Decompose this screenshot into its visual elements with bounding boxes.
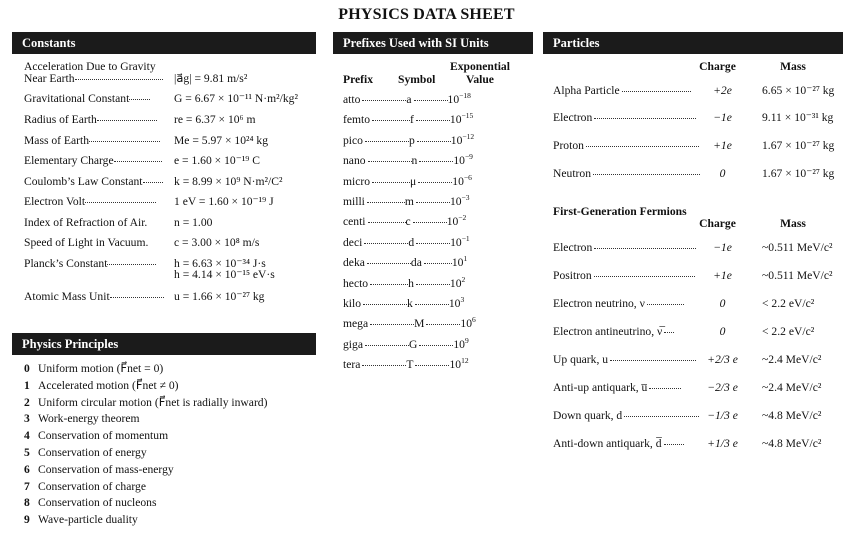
constant-label	[24, 133, 160, 149]
prefix-exp-power: −2	[458, 213, 467, 223]
principle-text: Uniform motion (F⃗net = 0)	[38, 362, 164, 375]
prefix-row	[343, 214, 523, 230]
constant-label-text: Planck’s Constant	[24, 257, 108, 270]
leader-dots	[75, 79, 163, 80]
constant-label-text: Atomic Mass Unit	[24, 290, 110, 303]
principle-number: 3	[24, 412, 30, 426]
prefix-row	[343, 153, 523, 169]
particle-name-text: Electron	[553, 111, 593, 124]
leader-dots	[593, 174, 700, 175]
prefix-symbol: T	[406, 358, 414, 372]
prefix-exp-value	[448, 93, 471, 106]
constant-label-text: Speed of Light in Vacuum	[24, 236, 146, 249]
leader-dots	[664, 332, 674, 333]
principle-item	[24, 479, 146, 495]
prefix-exp-base: 10	[453, 337, 465, 351]
prefix-row	[343, 235, 523, 251]
leader-dots	[418, 182, 452, 183]
page-title: PHYSICS DATA SHEET	[338, 6, 515, 23]
fermion-charge: −2/3 e	[707, 381, 738, 394]
principle-number: 7	[24, 479, 30, 493]
principle-text: Wave-particle duality	[38, 513, 138, 527]
principle-number: 8	[24, 496, 30, 510]
particle-name	[553, 110, 696, 126]
constant-label	[24, 194, 156, 210]
leader-dots	[417, 141, 451, 142]
leader-dots	[594, 118, 696, 119]
exp-col-header-2: Value	[466, 73, 494, 86]
leader-dots	[362, 100, 406, 101]
prefix-exp-value	[450, 233, 470, 249]
prefix-name: tera	[343, 358, 361, 372]
fermion-name-text: Anti-up antiquark, u̅	[553, 381, 648, 394]
leader-dots	[114, 161, 163, 162]
particle-name-text: Neutron	[553, 167, 591, 180]
prefix-row	[343, 194, 523, 210]
leader-dots	[416, 202, 450, 203]
prefix-symbol: d	[408, 235, 415, 249]
leader-dots	[368, 222, 406, 223]
prefix-exp-base: 10	[453, 154, 465, 168]
exp-col-header-1: Exponential	[450, 60, 510, 73]
particle-mass: 9.11 × 10⁻³¹ kg	[762, 111, 834, 124]
leader-dots	[647, 304, 684, 305]
fermion-charge-col-header: Charge	[699, 217, 736, 230]
fermion-charge: +2/3 e	[707, 353, 738, 366]
prefix-symbol: a	[406, 93, 412, 106]
prefix-name: atto	[343, 93, 361, 106]
prefix-exp-base: 10	[450, 133, 463, 147]
prefix-exp-base: 10	[449, 358, 462, 372]
prefix-symbol: m	[404, 195, 414, 208]
constant-value-alt: h = 4.14 × 10⁻¹⁵ eV·s	[174, 268, 275, 281]
leader-dots	[610, 360, 696, 361]
principle-number: 6	[24, 462, 30, 476]
leader-dots	[364, 243, 408, 244]
constant-value: k = 8.99 × 10⁹ N·m²/C²	[174, 175, 283, 188]
fermion-charge: +1/3 e	[707, 437, 738, 450]
prefix-symbol: G	[408, 337, 418, 351]
prefix-exp-base: 10	[449, 195, 462, 208]
prefix-exp-base: 10	[449, 113, 462, 127]
constant-value: u = 1.66 × 10⁻²⁷ kg	[174, 290, 265, 303]
prefix-exp-power: 9	[464, 335, 469, 345]
prefix-name: nano	[343, 154, 366, 168]
prefix-exp-power: −9	[464, 152, 473, 162]
fermion-name-text: Electron antineutrino, ν̅	[553, 325, 663, 338]
prefix-exp-value	[452, 172, 472, 188]
prefix-exp-power: 12	[461, 356, 469, 366]
prefix-exp-power: 2	[461, 274, 466, 284]
prefix-row	[343, 92, 523, 108]
fermion-mass: < 2.2 eV/c²	[762, 325, 815, 338]
leader-dots	[415, 304, 449, 305]
prefix-name: giga	[343, 337, 363, 351]
principle-text: Accelerated motion (F⃗net ≠ 0)	[38, 378, 179, 392]
prefix-name: milli	[343, 195, 365, 208]
constant-label-text: Elementary Charge	[24, 154, 114, 167]
constant-label	[24, 235, 148, 251]
prefix-row	[343, 255, 523, 271]
leader-dots	[413, 222, 447, 223]
principle-item	[24, 512, 138, 528]
constant-label	[24, 289, 164, 305]
leader-dots	[416, 284, 450, 285]
fermion-name	[553, 268, 695, 284]
label-period: .	[144, 216, 148, 229]
prefix-exp-power: 6	[472, 315, 476, 325]
prefix-row	[343, 357, 523, 373]
symbol-col-header: Symbol	[398, 73, 436, 86]
leader-dots	[97, 120, 157, 121]
fermion-name	[553, 296, 684, 312]
principle-item	[24, 395, 267, 411]
fermion-charge: −1e	[713, 241, 732, 254]
fermion-name-text: Electron	[553, 241, 593, 254]
prefix-exp-power: −12	[462, 131, 475, 141]
leader-dots	[372, 182, 410, 183]
leader-dots	[594, 248, 696, 249]
leader-dots	[414, 100, 448, 101]
principle-item	[24, 428, 168, 444]
constant-value: 1 eV = 1.60 × 10⁻¹⁹ J	[174, 195, 274, 208]
constant-label	[24, 112, 157, 128]
leader-dots	[365, 345, 409, 346]
prefix-row	[343, 133, 523, 149]
particle-name-text: Proton	[553, 139, 584, 152]
prefix-exp-value	[450, 131, 475, 147]
principle-item	[24, 378, 179, 394]
leader-dots	[664, 444, 685, 445]
fermion-mass: ~4.8 MeV/c²	[762, 409, 822, 422]
leader-dots	[110, 297, 164, 298]
constant-label	[24, 91, 150, 107]
particle-name-text: Alpha Particle	[553, 84, 620, 97]
fermion-mass: ~0.511 MeV/c²	[762, 241, 833, 254]
principle-text: Conservation of energy	[38, 446, 147, 459]
particle-mass: 1.67 × 10⁻²⁷ kg	[762, 139, 835, 152]
prefix-exp-base: 10	[450, 235, 462, 249]
fermion-name	[553, 436, 684, 452]
leader-dots	[416, 120, 450, 121]
leader-dots	[365, 141, 409, 142]
leader-dots	[367, 202, 405, 203]
prefix-exp-value	[450, 195, 470, 208]
prefix-exp-value	[449, 358, 468, 371]
leader-dots	[368, 161, 412, 162]
constant-value: G = 6.67 × 10⁻¹¹ N·m²/kg²	[174, 92, 298, 105]
fermion-mass: ~0.511 MeV/c²	[762, 269, 833, 282]
constant-label-text: Index of Refraction of Air	[24, 216, 145, 229]
prefix-exp-value	[460, 317, 475, 330]
constant-value: h = 6.63 × 10⁻³⁴ J·s	[174, 257, 266, 270]
principle-text: Conservation of mass-energy	[38, 462, 174, 476]
prefix-name: deci	[343, 235, 363, 249]
constants-header: Constants	[12, 32, 316, 54]
prefix-exp-base: 10	[451, 256, 464, 270]
prefix-row	[343, 276, 523, 292]
prefix-exp-value	[450, 113, 473, 126]
leader-dots	[426, 324, 460, 325]
prefix-exp-power: 1	[463, 254, 468, 264]
prefix-symbol: n	[411, 154, 418, 168]
constant-label	[24, 153, 162, 169]
constant-value: n = 1.00	[174, 216, 213, 229]
prefix-exp-base: 10	[447, 93, 460, 106]
prefix-exp-value	[453, 335, 469, 351]
fermion-mass: ~2.4 MeV/c²	[762, 353, 822, 366]
gravity-label-line2	[24, 71, 163, 87]
prefix-name: kilo	[343, 297, 362, 310]
leader-dots	[89, 141, 160, 142]
principle-text: Conservation of momentum	[38, 429, 169, 443]
prefix-col-header: Prefix	[343, 73, 374, 86]
principle-item	[24, 462, 174, 478]
label-period: .	[145, 236, 149, 249]
principle-text: Conservation of nucleons	[38, 496, 157, 510]
fermion-charge: −1/3 e	[707, 409, 738, 422]
gravity-value: |a⃗g| = 9.81 m/s²	[174, 72, 248, 85]
constant-value: Me = 5.97 × 10²⁴ kg	[174, 134, 269, 147]
leader-dots	[372, 120, 410, 121]
prefix-exp-power: 3	[460, 295, 465, 304]
prefix-exp-power: −1	[461, 233, 470, 243]
prefix-symbol: da	[410, 256, 422, 270]
principle-text: Work-energy theorem	[38, 412, 140, 426]
fermion-charge: +1e	[713, 269, 732, 282]
leader-dots	[370, 284, 408, 285]
leader-dots	[85, 202, 156, 203]
principle-number: 4	[24, 429, 30, 443]
prefix-symbol: M	[414, 317, 425, 331]
principle-number: 1	[24, 378, 30, 392]
prefix-row	[343, 296, 523, 312]
principles-header: Physics Principles	[12, 333, 316, 355]
prefix-symbol: h	[408, 276, 414, 290]
leader-dots	[424, 263, 452, 264]
leader-dots	[107, 264, 156, 265]
fermion-name	[553, 352, 696, 368]
prefixes-header: Prefixes Used with SI Units	[333, 32, 533, 54]
leader-dots	[363, 304, 407, 305]
prefix-exp-base: 10	[449, 276, 462, 290]
constant-value: re = 6.37 × 10⁶ m	[174, 113, 256, 126]
prefix-symbol: μ	[410, 174, 417, 188]
prefix-exp-base: 10	[448, 297, 461, 310]
leader-dots	[624, 416, 699, 417]
fermion-mass: ~2.4 MeV/c²	[762, 381, 822, 394]
particle-name	[553, 83, 691, 99]
principle-number: 5	[24, 446, 30, 459]
fermion-mass: < 2.2 eV/c²	[762, 297, 815, 310]
prefix-symbol: p	[408, 133, 415, 147]
constant-label-text: Coulomb’s Law Constant	[24, 175, 143, 188]
leader-dots	[143, 182, 164, 183]
leader-dots	[649, 388, 681, 389]
particle-mass: 1.67 × 10⁻²⁷ kg	[762, 167, 835, 180]
leader-dots	[416, 243, 450, 244]
leader-dots	[370, 324, 414, 325]
charge-col-header: Charge	[699, 60, 736, 73]
prefix-exp-power: −18	[459, 91, 471, 100]
prefix-exp-base: 10	[446, 215, 459, 229]
principle-item	[24, 361, 163, 377]
prefix-row	[343, 174, 523, 190]
constant-value: e = 1.60 × 10⁻¹⁹ C	[174, 154, 260, 167]
constant-label	[24, 256, 156, 272]
prefix-row	[343, 112, 523, 128]
constant-label-text: Gravitational Constant	[24, 92, 130, 105]
constant-label-text: Radius of Earth	[24, 113, 97, 126]
prefix-name: centi	[343, 215, 366, 229]
constant-label-text: Electron Volt	[24, 195, 86, 208]
fermion-charge: 0	[719, 297, 726, 310]
particle-charge: +2e	[713, 84, 732, 97]
prefix-exp-value	[453, 154, 473, 167]
particles-header: Particles	[543, 32, 843, 54]
principle-item	[24, 445, 147, 461]
prefix-exp-power: −15	[461, 111, 474, 121]
gravity-label-line1: Acceleration Due to Gravity	[24, 60, 156, 73]
fermions-header: First-Generation Fermions	[553, 205, 687, 218]
principle-text: Uniform circular motion (F⃗net is radially inward)	[38, 395, 268, 409]
prefix-exp-power: −6	[463, 172, 472, 182]
constant-label	[24, 215, 147, 231]
prefix-exp-value	[447, 215, 467, 228]
fermion-name-text: Positron	[553, 269, 592, 282]
prefix-name: pico	[343, 133, 363, 147]
prefix-name: micro	[343, 174, 371, 188]
fermion-name-text: Anti-down antiquark, d̅	[553, 437, 662, 450]
principle-number: 2	[24, 395, 30, 409]
fermion-mass-col-header: Mass	[780, 217, 806, 230]
principle-item	[24, 411, 140, 427]
particle-charge: 0	[719, 167, 726, 180]
prefix-exp-base: 10	[460, 317, 473, 331]
fermion-name-text: Electron neutrino, ν	[553, 297, 645, 310]
constant-label	[24, 174, 163, 190]
fermion-name	[553, 408, 699, 424]
particle-charge: +1e	[713, 139, 732, 152]
prefix-exp-value	[449, 297, 464, 310]
leader-dots	[594, 276, 696, 277]
principle-item	[24, 495, 157, 511]
fermion-name	[553, 324, 674, 340]
prefix-symbol: f	[410, 113, 414, 127]
leader-dots	[586, 146, 699, 147]
principle-number: 9	[24, 513, 30, 527]
leader-dots	[129, 99, 150, 100]
principle-text: Conservation of charge	[38, 479, 146, 493]
prefix-name: hecto	[343, 276, 369, 290]
fermion-name	[553, 240, 696, 256]
leader-dots	[419, 161, 453, 162]
prefix-name: mega	[343, 317, 369, 331]
fermion-name	[553, 380, 681, 396]
prefix-exp-power: −3	[461, 193, 470, 202]
prefix-exp-base: 10	[452, 174, 464, 188]
particle-name	[553, 138, 699, 154]
prefix-name: femto	[343, 113, 371, 127]
prefix-name: deka	[343, 256, 365, 270]
fermion-name-text: Down quark, d	[553, 409, 623, 422]
constant-label-text: Mass of Earth	[24, 134, 90, 147]
leader-dots	[367, 263, 411, 264]
prefix-exp-value	[449, 274, 466, 290]
leader-dots	[362, 365, 406, 366]
particle-mass: 6.65 × 10⁻²⁷ kg	[762, 84, 835, 97]
particle-charge: −1e	[713, 111, 732, 124]
constant-value: c = 3.00 × 10⁸ m/s	[174, 236, 260, 249]
fermion-charge: 0	[719, 325, 726, 338]
fermion-name-text: Up quark, u	[553, 353, 609, 366]
fermion-mass: ~4.8 MeV/c²	[762, 437, 822, 450]
prefix-row	[343, 316, 523, 332]
principle-number: 0	[24, 362, 30, 375]
leader-dots	[622, 91, 691, 92]
leader-dots	[415, 365, 449, 366]
mass-col-header: Mass	[780, 60, 806, 73]
prefix-row	[343, 337, 523, 353]
prefix-exp-value	[452, 256, 467, 269]
prefix-symbol: k	[407, 297, 413, 310]
leader-dots	[419, 345, 453, 346]
prefix-symbol: c	[405, 215, 411, 229]
gravity-label-text: Near Earth	[24, 72, 75, 85]
particle-name	[553, 166, 700, 182]
